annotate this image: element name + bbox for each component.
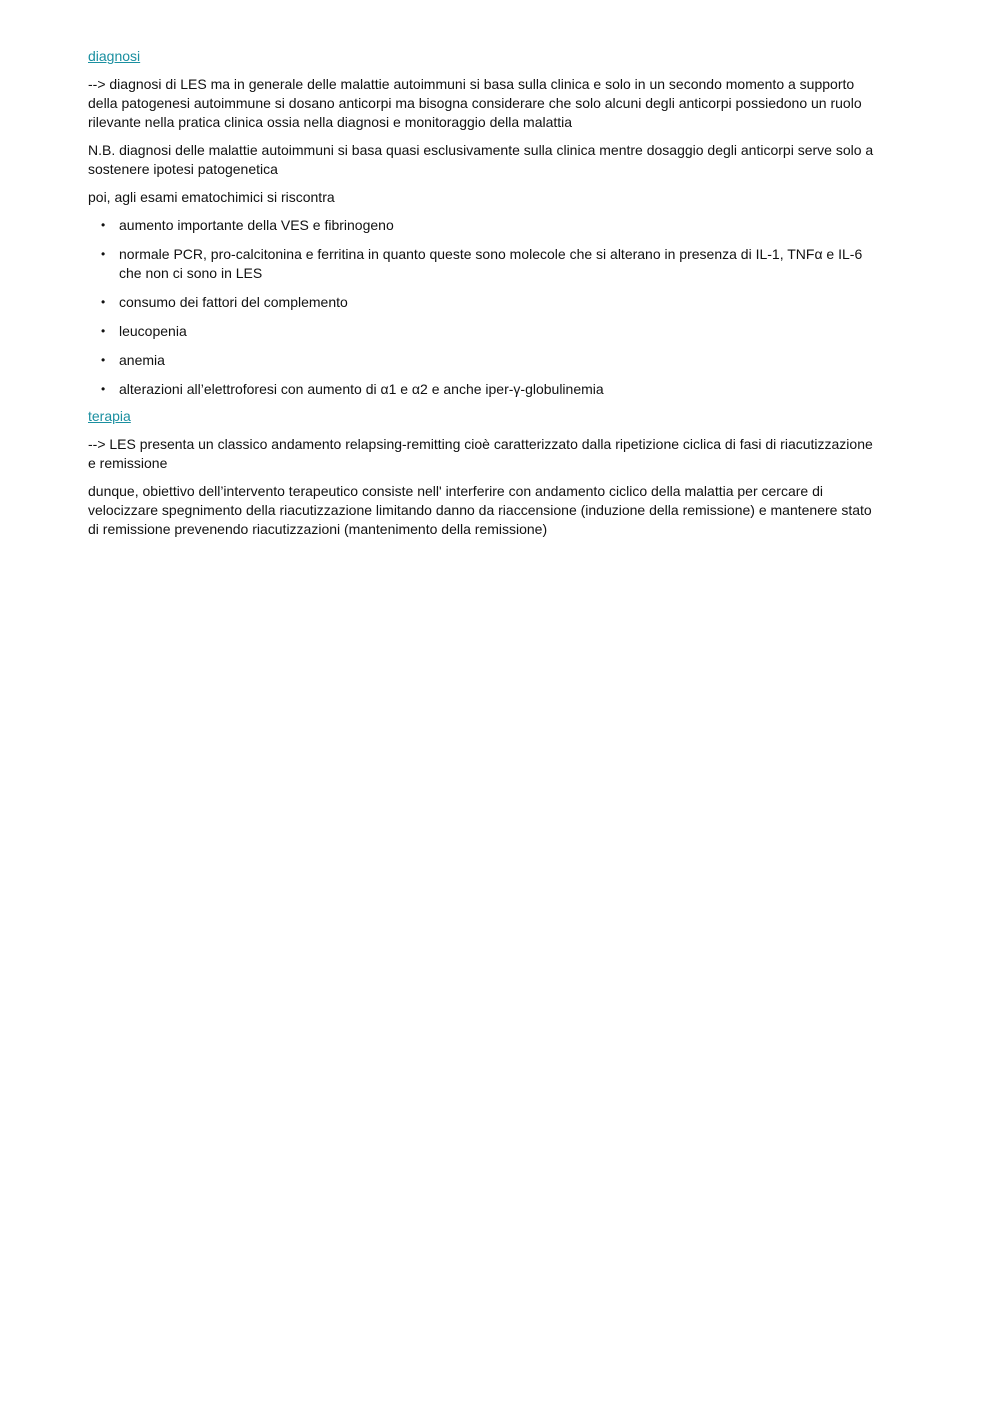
terapia-body-paragraph: dunque, obiettivo dell’intervento terapeutico consiste nell' interferire con andamento ciclico della malattia per cercare di velocizzare spegnimento della riacutizzazione limitando danno da riaccensione (induzione della remissione) e mantenere stato di remissione prevenendo riacutizzazioni (mantenimento della remissione) bbox=[88, 483, 872, 537]
list-item: • anemia bbox=[119, 351, 878, 370]
list-item: • aumento importante della VES e fibrinogeno bbox=[119, 216, 878, 235]
document-page bbox=[88, 47, 878, 548]
diagnosi-note-paragraph: N.B. diagnosi delle malattie autoimmuni si basa quasi esclusivamente sulla clinica mentre dosaggio degli anticorpi serve solo a sostenere ipotesi patogenetica bbox=[88, 142, 874, 177]
section-heading-diagnosi[interactable]: diagnosi bbox=[88, 48, 141, 64]
list-item: • leucopenia bbox=[119, 322, 878, 341]
section-terapia bbox=[88, 407, 878, 539]
list-item: • normale PCR, pro-calcitonina e ferritina in quanto queste sono molecole che si alterano in presenza di IL-1, TNFα e IL-6 che non ci sono in LES bbox=[119, 245, 878, 283]
list-item: • consumo dei fattori del complemento bbox=[119, 293, 878, 312]
terapia-intro-paragraph: --> LES presenta un classico andamento relapsing-remitting cioè caratterizzato dalla ripetizione ciclica di fasi di riacutizzazione e remissione bbox=[88, 436, 873, 471]
list-item: • alterazioni all’elettroforesi con aumento di α1 e α2 e anche iper-γ-globulinemia bbox=[119, 380, 878, 399]
diagnosi-intro-paragraph: --> diagnosi di LES ma in generale delle malattie autoimmuni si basa sulla clinica e solo in un secondo momento a supporto della patogenesi autoimmune si dosano anticorpi ma bisogna considerare che solo alcuni degli anticorpi possiedono un ruolo rilevante nella pratica clinica ossia nella diagnosi e monitoraggio della malattia bbox=[88, 76, 862, 130]
section-heading-terapia[interactable]: terapia bbox=[88, 408, 131, 424]
lab-findings-list bbox=[88, 216, 878, 399]
diagnosi-lead-paragraph: poi, agli esami ematochimici si riscontra bbox=[88, 189, 335, 205]
